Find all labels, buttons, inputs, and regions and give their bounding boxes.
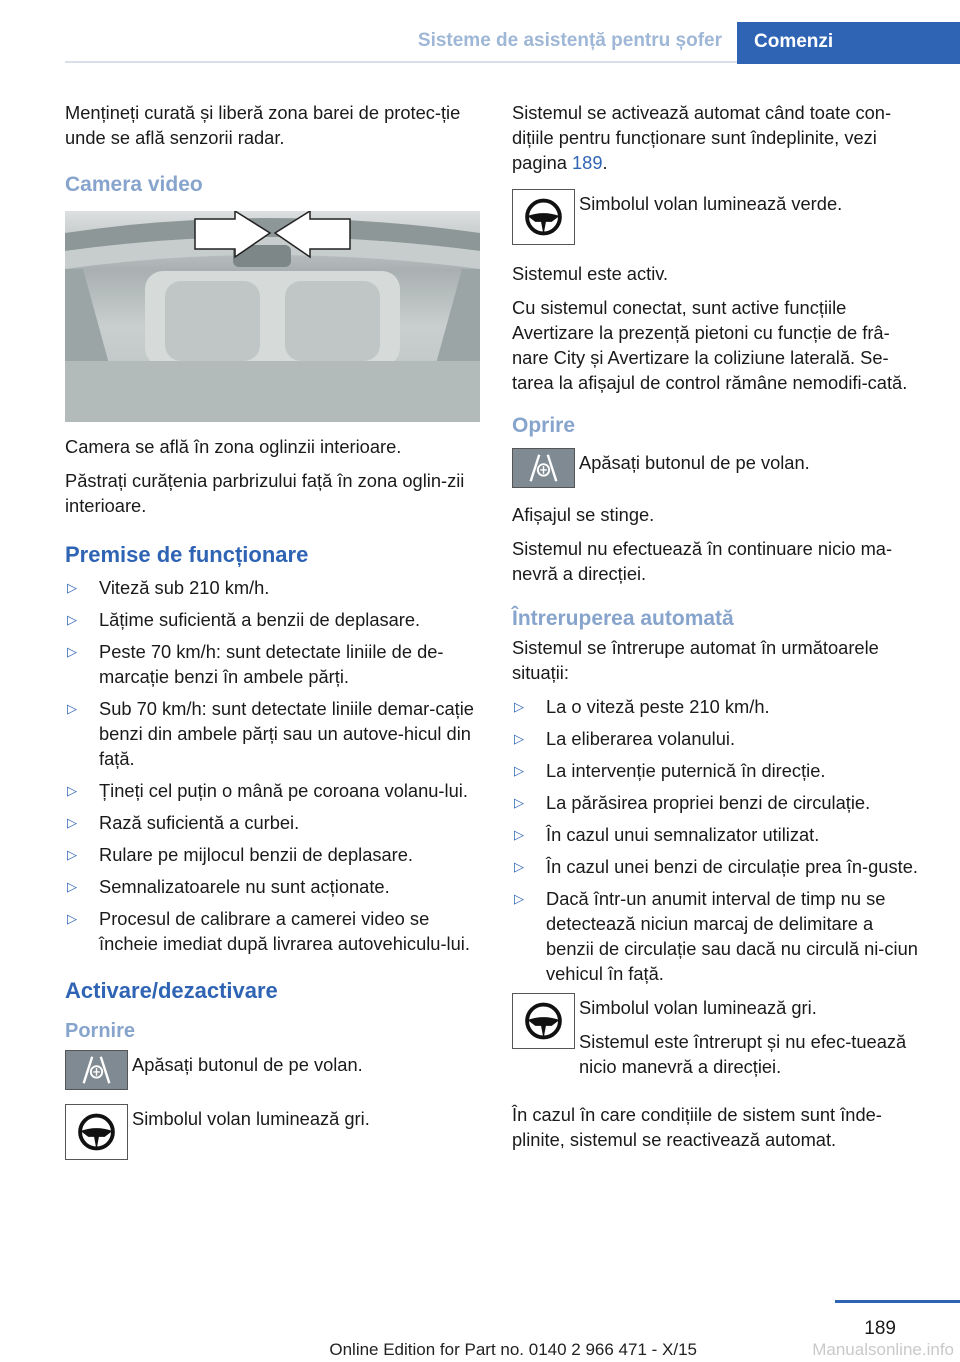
lane-assist-button-icon	[512, 448, 575, 488]
list-item: ▷ Dacă într-un anumit interval de timp nu se detectează niciun marcaj de delimitare a benzii de circulație sau dacă nu circulă ni‐ciun vehicul în față.	[514, 888, 918, 984]
edition-text: Online Edition for Part no. 0140 2 966 471 - X/15	[329, 1340, 697, 1359]
oprire-button-row	[512, 448, 926, 488]
bullet-icon: ▷	[67, 580, 77, 595]
bullet-icon: ▷	[67, 612, 77, 627]
bullet-icon: ▷	[514, 891, 524, 906]
list-item: ▷ La o viteză peste 210 km/h.	[514, 696, 770, 717]
bullet-icon: ▷	[514, 699, 524, 714]
page-link[interactable]: 189	[571, 152, 603, 173]
pornire-step-text: Apăsați butonul de pe volan.	[132, 1054, 363, 1075]
page-number: 189	[864, 1318, 896, 1339]
gray-symbol-text: Simbolul volan luminează gri.	[579, 997, 817, 1018]
left-column	[65, 100, 480, 1168]
pornire-heading: Pornire	[65, 1020, 136, 1042]
gray-symbol-texts	[579, 993, 926, 1088]
green-symbol-text: Simbolul volan luminează verde.	[579, 193, 843, 214]
list-item: ▷ La eliberarea volanului.	[514, 728, 736, 749]
bullet-icon: ▷	[67, 879, 77, 894]
camera-cleaning: Păstrați curățenia parbrizului față în zona oglin‐zii interioare.	[65, 470, 465, 516]
system-active-text: Sistemul este activ.	[512, 263, 669, 284]
camera-photo	[65, 211, 480, 422]
bullet-icon: ▷	[67, 911, 77, 926]
bullet-icon: ▷	[67, 701, 77, 716]
bullet-icon: ▷	[67, 783, 77, 798]
list-item: ▷ Rază suficientă a curbei.	[67, 812, 300, 833]
page-footer	[0, 1300, 960, 1362]
oprire-heading: Oprire	[512, 414, 576, 437]
bullet-icon: ▷	[67, 847, 77, 862]
interrupted-text: Sistemul este întrerupt și nu efec‐tuează nicio manevră a direcției.	[579, 1031, 907, 1077]
list-item: ▷ Viteză sub 210 km/h.	[67, 577, 270, 598]
page-header	[0, 0, 960, 62]
right-column	[512, 100, 926, 1161]
list-item: ▷ În cazul unui semnalizator utilizat.	[514, 824, 820, 845]
interrupt-intro: Sistemul se întrerupe automat în următoarele situații:	[512, 637, 879, 683]
list-item: ▷ Țineți cel puțin o mână pe coroana volanu‐lui.	[67, 780, 468, 801]
interrupt-heading: Întreruperea automată	[512, 607, 734, 630]
interrupt-list	[512, 694, 926, 986]
bullet-icon: ▷	[67, 644, 77, 659]
list-item: ▷ Peste 70 km/h: sunt detectate liniile de de‐marcație benzi în ambele părți.	[67, 641, 444, 687]
camera-heading: Camera video	[65, 173, 203, 196]
pornire-symbol-row	[65, 1104, 480, 1160]
watermark: Manualsonline.info	[812, 1340, 954, 1359]
list-item: ▷ Semnalizatoarele nu sunt acționate.	[67, 876, 390, 897]
car-interior-image	[65, 211, 480, 422]
auto-activation-text: Sistemul se activează automat când toate con‐dițiile pentru funcționare sunt îndeplinite, vezi pagina 189.	[512, 102, 892, 173]
list-item: ▷ La părăsirea propriei benzi de circulație.	[514, 792, 871, 813]
section-title: Sisteme de asistență pentru șofer	[417, 30, 722, 51]
list-item: ▷ Procesul de calibrare a camerei video se încheie imediat după livrarea autovehiculu‐lui.	[67, 908, 470, 954]
no-maneuver-text: Sistemul nu efectuează în continuare nicio ma‐nevră a direcției.	[512, 538, 893, 584]
chapter-tab[interactable]: Comenzi	[737, 22, 960, 64]
bullet-icon: ▷	[514, 731, 524, 746]
premise-heading: Premise de funcționare	[65, 542, 309, 567]
steering-wheel-icon	[512, 993, 575, 1049]
intro-text: Mențineți curată și liberă zona barei de protec‐ție unde se află senzorii radar.	[65, 102, 461, 148]
footer-rule	[835, 1300, 960, 1303]
bullet-icon: ▷	[67, 815, 77, 830]
pornire-symbol-text: Simbolul volan luminează gri.	[132, 1108, 370, 1129]
connected-text: Cu sistemul conectat, sunt active funcțiile Avertizare la prezență pietoni cu funcție de frâ‐nare City și Avertizare la coliziune laterală. Se‐tarea la afișajul de control rămâne nemodifi‐cată.	[512, 297, 908, 393]
reactivate-text: În cazul în care condițiile de sistem sunt înde‐plinite, sistemul se reactivează automat.	[512, 1104, 882, 1150]
premise-list	[65, 575, 480, 956]
bullet-icon: ▷	[514, 763, 524, 778]
steering-wheel-icon	[512, 189, 575, 245]
list-item: ▷ Lățime suficientă a benzii de deplasare.	[67, 609, 421, 630]
list-item: ▷ Sub 70 km/h: sunt detectate liniile demar‐cație benzi din ambele părți sau un autove‐hicul din față.	[67, 698, 474, 769]
lane-assist-button-icon	[65, 1050, 128, 1090]
list-item: ▷ La intervenție puternică în direcție.	[514, 760, 826, 781]
activation-heading: Activare/dezactivare	[65, 978, 278, 1003]
steering-wheel-icon	[65, 1104, 128, 1160]
green-symbol-row	[512, 189, 926, 245]
camera-location: Camera se află în zona oglinzii interioare.	[65, 436, 402, 457]
list-item: ▷ În cazul unei benzi de circulație prea în‐guste.	[514, 856, 918, 877]
bullet-icon: ▷	[514, 795, 524, 810]
gray-symbol-row	[512, 993, 926, 1088]
bullet-icon: ▷	[514, 859, 524, 874]
display-off-text: Afișajul se stinge.	[512, 504, 655, 525]
list-item: ▷ Rulare pe mijlocul benzii de deplasare.	[67, 844, 414, 865]
pornire-button-row	[65, 1050, 480, 1090]
oprire-step-text: Apăsați butonul de pe volan.	[579, 452, 810, 473]
bullet-icon: ▷	[514, 827, 524, 842]
